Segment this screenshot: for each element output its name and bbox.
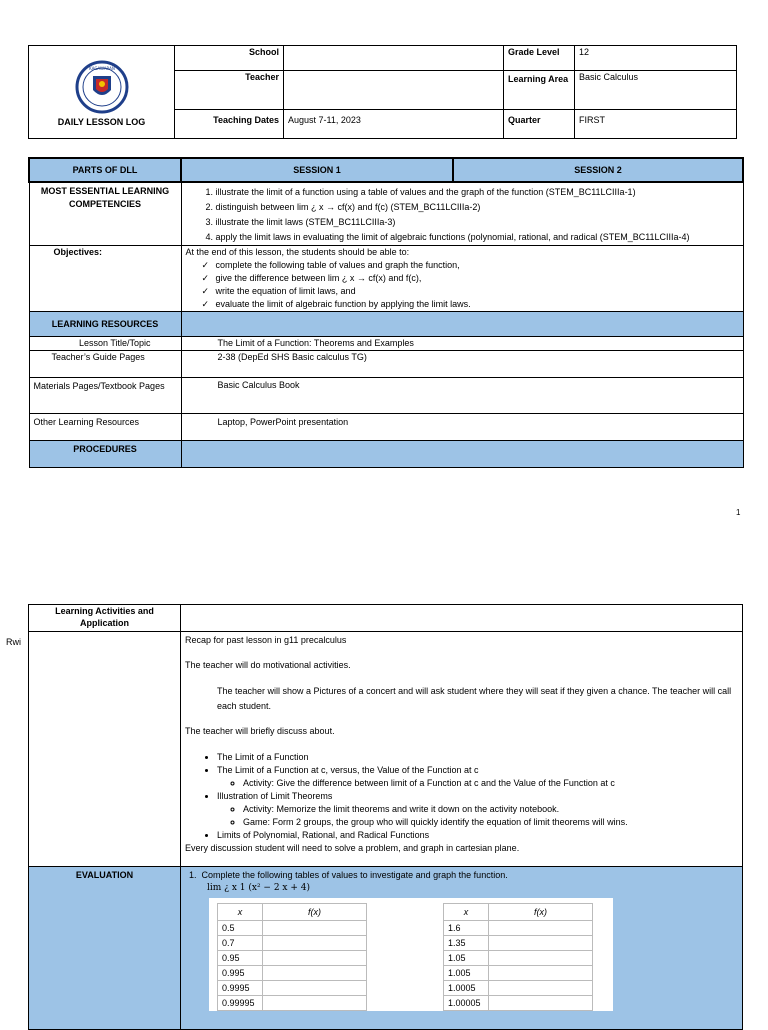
x-cell: 1.0005 [444,981,489,996]
procedures-label: PROCEDURES [29,441,181,468]
objective-item: ✓ give the difference between lim ¿ x → cf(x) and f(c), [202,272,739,285]
melc-cell [181,182,743,246]
subtopic-item: ◦ Activity: Memorize the limit theorems and write it down on the activity notebook. [243,803,736,816]
value-table-left [217,903,367,1011]
fx-cell[interactable] [263,936,367,951]
topic-list [185,751,736,842]
dll-table [28,157,744,468]
competency-item: 4. apply the limit laws in evaluating the limit of algebraic functions (polynomial, rational, and radical (STEM_BC11LCIIIa-4) [216,230,741,245]
topic-item: • The Limit of a Function [217,751,736,764]
fx-cell[interactable] [489,936,593,951]
x-header: x [218,904,263,921]
eval-item: 1. Complete the following tables of values to investigate and graph the function. [189,870,508,880]
other-resources-value: Laptop, PowerPoint presentation [181,414,743,441]
x-cell: 1.6 [444,921,489,936]
closing-text: Every discussion student will need to solve a problem, and graph in cartesian plane. [185,843,520,853]
logo-cell [29,46,175,139]
learning-resources-label: LEARNING RESOURCES [29,312,181,337]
other-resources-label: Other Learning Resources [29,414,181,441]
objectives-list [186,259,739,311]
fx-cell[interactable] [263,996,367,1011]
subtopic-list [217,803,736,829]
objectives-intro: At the end of this lesson, the students should be able to: [185,247,410,257]
learning-area-label: Learning Area [504,71,575,110]
value-table-right [443,903,593,1011]
topic-text: The Limit of a Function at c, versus, the Value of the Function at c [217,765,479,775]
objectives-cell [181,246,743,312]
value-tables [209,898,613,1011]
competency-list [186,185,741,245]
activities-table [28,604,743,1030]
learning-resources-blank [181,312,743,337]
session1-header: SESSION 1 [181,158,453,182]
x-cell: 1.005 [444,966,489,981]
side-text: Rwi [6,637,21,647]
lesson-title-value: The Limit of a Function: Theorems and Examples [181,337,743,351]
svg-text:KAGAWARAN: KAGAWARAN [88,65,115,71]
x-cell: 0.9995 [218,981,263,996]
evaluation-content [181,867,743,1030]
materials-label: Materials Pages/Textbook Pages [29,378,181,414]
grade-level-label: Grade Level [504,46,575,71]
competency-item: 1. illustrate the limit of a function using a table of values and the graph of the function (STEM_BC11LCIIIa-1) [216,185,741,200]
x-cell: 0.95 [218,951,263,966]
fx-cell[interactable] [489,921,593,936]
header-table [28,45,737,139]
fx-cell[interactable] [263,966,367,981]
session2-header: SESSION 2 [453,158,743,182]
eval-item-text: Complete the following tables of values to investigate and graph the function. [201,870,508,880]
x-cell: 1.05 [444,951,489,966]
evaluation-label: EVALUATION [29,867,181,1030]
x-cell: 0.99995 [218,996,263,1011]
topic-item [217,790,736,829]
objective-item: ✓ write the equation of limit laws, and [202,285,739,298]
activities-left-blank [29,632,181,867]
quarter-value: FIRST [575,110,737,139]
objective-item: ✓ evaluate the limit of algebraic function by applying the limit laws. [202,298,739,311]
x-header: x [444,904,489,921]
discuss-text: The teacher will briefly discuss about. [185,726,335,736]
fx-cell[interactable] [489,996,593,1011]
x-cell: 1.00005 [444,996,489,1011]
school-label: School [175,46,284,71]
competency-item: 3. illustrate the limit laws (STEM_BC11LCIIIa-3) [216,215,741,230]
subtopic-item: ◦ Activity: Give the difference between limit of a Function at c and the Value of the Function at c [243,777,736,790]
topic-text: Illustration of Limit Theorems [217,791,333,801]
x-cell: 0.7 [218,936,263,951]
fx-cell[interactable] [489,981,593,996]
teacher-value [284,71,504,110]
activities-label: Learning Activities and Application [29,605,181,632]
tg-label: Teacher’s Guide Pages [29,351,181,378]
x-cell: 1.35 [444,936,489,951]
school-value [284,46,504,71]
teacher-label: Teacher [175,71,284,110]
deped-seal-icon [73,60,131,114]
tg-value: 2-38 (DepEd SHS Basic calculus TG) [181,351,743,378]
subtopic-item: ◦ Game: Form 2 groups, the group who will quickly identify the equation of limit theorems will wins. [243,816,736,829]
fx-header: f(x) [489,904,593,921]
fx-cell[interactable] [263,951,367,966]
quarter-label: Quarter [504,110,575,139]
page-number: 1 [736,508,741,517]
teaching-dates-value: August 7-11, 2023 [284,110,504,139]
x-cell: 0.5 [218,921,263,936]
parts-header: PARTS OF DLL [29,158,181,182]
melc-label: MOST ESSENTIAL LEARNING COMPETENCIES [29,182,181,246]
dll-title: DAILY LESSON LOG [57,116,146,127]
fx-cell[interactable] [489,966,593,981]
subtopic-list [217,777,736,790]
fx-cell[interactable] [263,921,367,936]
concert-text: The teacher will show a Pictures of a concert and will ask student where they will seat if they given a chance. The teacher will call each student. [217,686,732,711]
motivational-text: The teacher will do motivational activities. [185,660,351,670]
activities-content [181,632,743,867]
x-cell: 0.995 [218,966,263,981]
objectives-label: Objectives: [29,246,181,312]
fx-header: f(x) [263,904,367,921]
lesson-title-label: Lesson Title/Topic [29,337,181,351]
teaching-dates-label: Teaching Dates [175,110,284,139]
fx-cell[interactable] [489,951,593,966]
eval-formula: lim ¿ x 1 (x² − 2 x + 4) [207,883,310,893]
grade-level-value: 12 [575,46,737,71]
topic-item [217,764,736,790]
learning-area-value: Basic Calculus [575,71,737,110]
competency-item: 2. distinguish between lim ¿ x → cf(x) and f(c) (STEM_BC11LCIIIa-2) [216,200,741,215]
materials-value: Basic Calculus Book [181,378,743,414]
topic-item: • Limits of Polynomial, Rational, and Radical Functions [217,829,736,842]
procedures-blank [181,441,743,468]
activities-header-blank [181,605,743,632]
objective-item: ✓ complete the following table of values and graph the function, [202,259,739,272]
fx-cell[interactable] [263,981,367,996]
recap-text: Recap for past lesson in g11 precalculus [185,635,347,645]
